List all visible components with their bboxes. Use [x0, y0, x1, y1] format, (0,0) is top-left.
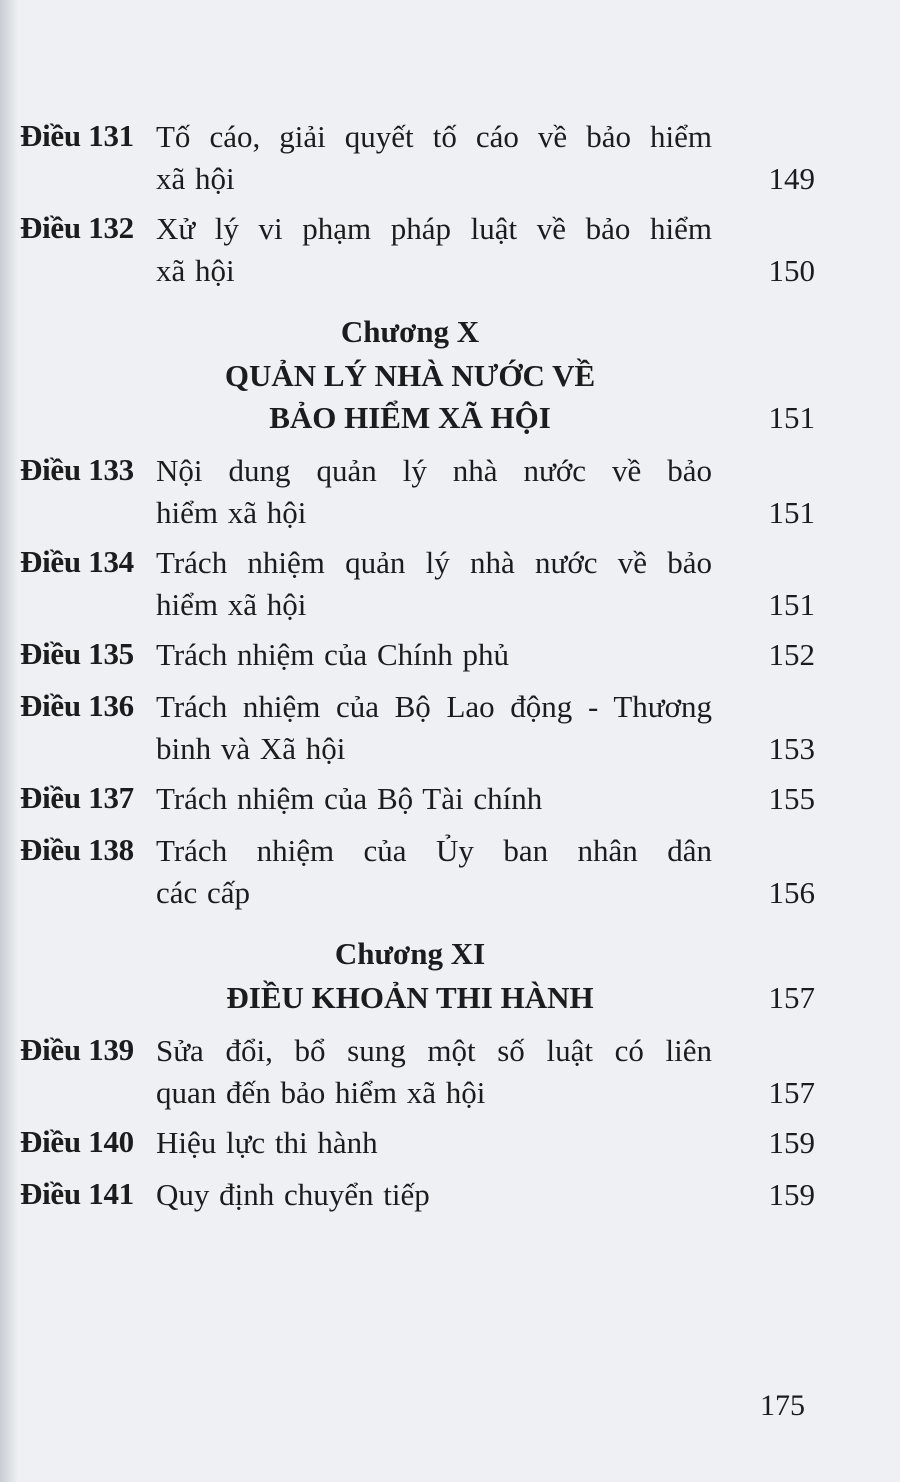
entry-page-number: 156: [768, 875, 815, 910]
entry-title-line: Nội dung quản lý nhà nước về bảo: [156, 453, 712, 488]
chapter-xi-page-number: 157: [768, 980, 815, 1015]
entry-title: [156, 634, 712, 676]
entry-title: [156, 1030, 712, 1114]
entry-label: Điều 139: [20, 1032, 134, 1067]
entry-page-number: 153: [768, 731, 815, 766]
entry-title-line: xã hội: [156, 161, 235, 196]
entry-page-number: 159: [768, 1125, 815, 1160]
entry-page-number: 151: [768, 495, 815, 530]
entry-title-line: Trách nhiệm quản lý nhà nước về bảo: [156, 545, 712, 580]
chapter-xi-title: ĐIỀU KHOẢN THI HÀNH: [226, 980, 594, 1015]
entry-title-line: hiểm xã hội: [156, 495, 307, 530]
chapter-x-title-line: QUẢN LÝ NHÀ NƯỚC VỀ: [224, 358, 596, 393]
entry-label: Điều 141: [20, 1176, 134, 1211]
entry-title: [156, 686, 712, 770]
entry-title-line: Quy định chuyển tiếp: [156, 1177, 430, 1212]
entry-label: Điều 132: [20, 210, 134, 245]
entry-title-line: Sửa đổi, bổ sung một số luật có liên: [156, 1033, 712, 1068]
entry-label: Điều 136: [20, 688, 134, 723]
page-number: 175: [760, 1389, 805, 1422]
entry-page-number: 159: [768, 1177, 815, 1212]
entry-title: [156, 830, 712, 914]
entry-title-line: Trách nhiệm của Bộ Tài chính: [156, 781, 543, 816]
chapter-xi-heading: Chương XI: [334, 936, 486, 971]
entry-page-number: 157: [768, 1075, 815, 1110]
entry-label: Điều 134: [20, 544, 134, 579]
entry-title-line: Trách nhiệm của Ủy ban nhân dân: [156, 833, 712, 868]
entry-title-line: Xử lý vi phạm pháp luật về bảo hiểm: [156, 211, 712, 246]
entry-label: Điều 131: [20, 118, 134, 153]
entry-page-number: 152: [768, 637, 815, 672]
entry-title-line: Trách nhiệm của Bộ Lao động - Thương: [156, 689, 712, 724]
entry-title: [156, 778, 712, 820]
chapter-x-heading: Chương X: [340, 314, 480, 349]
entry-title-line: hiểm xã hội: [156, 587, 307, 622]
entry-label: Điều 135: [20, 636, 134, 671]
entry-title-line: quan đến bảo hiểm xã hội: [156, 1075, 486, 1110]
entry-title: [156, 450, 712, 534]
entry-label: Điều 140: [20, 1124, 134, 1159]
entry-title-line: xã hội: [156, 253, 235, 288]
entry-page-number: 149: [768, 161, 815, 196]
entry-title: [156, 542, 712, 626]
entry-title: [156, 116, 712, 200]
entry-title-line: Tố cáo, giải quyết tố cáo về bảo hiểm: [156, 119, 712, 154]
entry-title-line: các cấp: [156, 875, 251, 910]
entry-title: [156, 1122, 712, 1164]
entry-page-number: 150: [768, 253, 815, 288]
entry-title: [156, 208, 712, 292]
entry-title-line: Hiệu lực thi hành: [156, 1125, 378, 1160]
chapter-x-title-line: BẢO HIỂM XÃ HỘI: [269, 400, 551, 435]
entry-title-line: Trách nhiệm của Chính phủ: [156, 637, 509, 672]
entry-label: Điều 133: [20, 452, 134, 487]
chapter-x-page-number: 151: [768, 400, 815, 435]
entry-page-number: 155: [768, 781, 815, 816]
entry-label: Điều 138: [20, 832, 134, 867]
entry-label: Điều 137: [20, 780, 134, 815]
entry-title: [156, 1174, 712, 1216]
entry-page-number: 151: [768, 587, 815, 622]
entry-title-line: binh và Xã hội: [156, 731, 346, 766]
